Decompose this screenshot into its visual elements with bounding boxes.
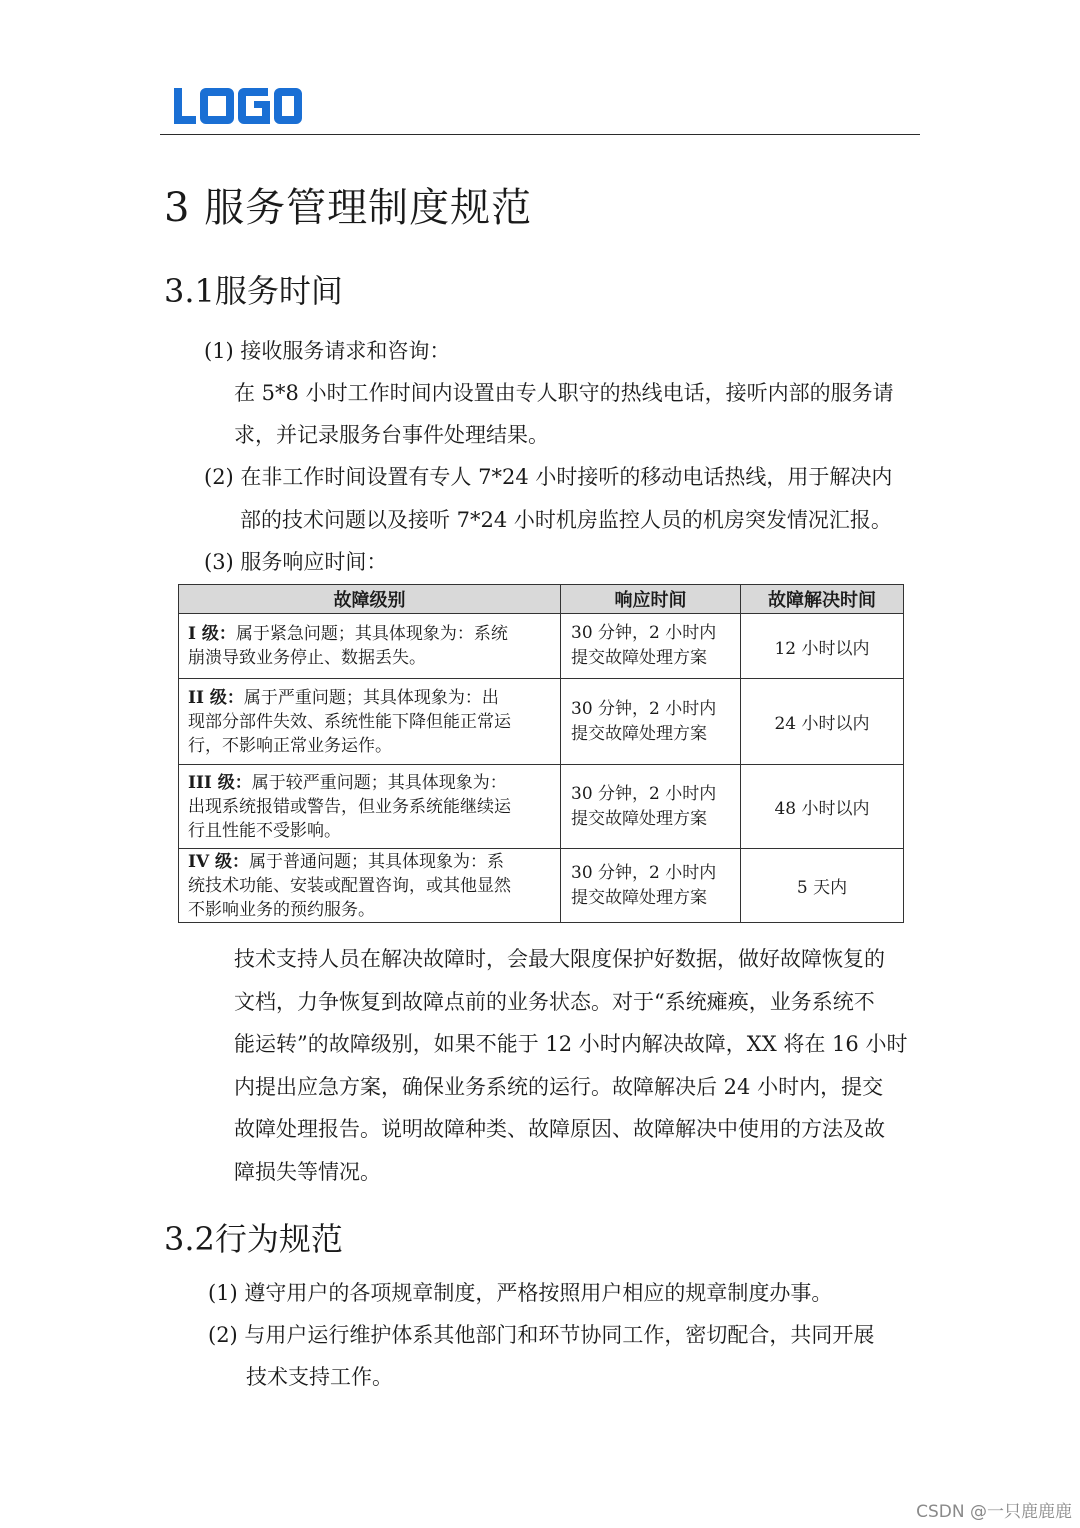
response-time: 30 分钟，2 小时内 提交故障处理方案 xyxy=(561,849,741,923)
item1-body-line2: 求，并记录服务台事件处理结果。 xyxy=(234,423,549,447)
level-label: IV 级： xyxy=(188,851,250,872)
column-header-resolution: 故障解决时间 xyxy=(741,585,904,614)
column-header-response: 响应时间 xyxy=(561,585,741,614)
level-description: III 级：属于较严重问题；其具体现象为： 出现系统报错或警告，但业务系统能继续运 行且性能不受影响。 xyxy=(179,765,561,849)
response-time: 30 分钟，2 小时内 提交故障处理方案 xyxy=(561,614,741,679)
resolution-time: 12 小时以内 xyxy=(741,614,904,679)
conduct-item2-line2: 技术支持工作。 xyxy=(246,1365,393,1389)
response-time: 30 分钟，2 小时内 提交故障处理方案 xyxy=(561,679,741,765)
table-row xyxy=(179,614,904,679)
table-header-row xyxy=(179,585,904,614)
watermark: CSDN @一只鹿鹿鹿 xyxy=(916,1502,1072,1522)
level-label: III 级： xyxy=(188,772,252,793)
item2-line2: 部的技术问题以及接听 7*24 小时机房监控人员的机房突发情况汇报。 xyxy=(240,508,892,532)
level-label: I 级： xyxy=(188,624,236,644)
logo xyxy=(172,84,304,128)
conduct-item2-line1: (2) 与用户运行维护体系其他部门和环节协同工作，密切配合，共同开展 xyxy=(208,1323,875,1347)
resolution-time: 48 小时以内 xyxy=(741,765,904,849)
item3-label: (3) 服务响应时间： xyxy=(204,550,388,574)
level-description: IV 级：属于普通问题；其具体现象为：系 统技术功能、安装或配置咨询，或其他显然 不影响业务的预约服务。 xyxy=(179,849,561,923)
level-label: II 级： xyxy=(188,687,244,708)
item2-line1: (2) 在非工作时间设置有专人 7*24 小时接听的移动电话热线，用于解决内 xyxy=(204,465,893,489)
section-heading-service-time: 3.1服务时间 xyxy=(164,272,343,310)
level-description: II 级：属于严重问题；其具体现象为：出 现部分部件失效、系统性能下降但能正常运 行，不影响正常业务运作。 xyxy=(179,679,561,765)
item1-body-line1: 在 5*8 小时工作时间内设置由专人职守的热线电话，接听内部的服务请 xyxy=(234,381,894,405)
resolution-time: 24 小时以内 xyxy=(741,679,904,765)
header-rule xyxy=(160,134,920,135)
after-table-paragraph: 技术支持人员在解决故障时，会最大限度保护好数据，做好故障恢复的 文档，力争恢复到故障点前的业务状态。对于“系统瘫痪，业务系统不 能运转”的故障级别，如果不能于 12 小时内解决故障，XX 将在 16 小时 内提出应急方案，确保业务系统的运行。故障解决后 24 小时内，提交 故障处理报告。说明故障种类、故障原因、故障解决中使用的方法及故 障损失等情况。 xyxy=(234,947,908,1184)
response-time: 30 分钟，2 小时内 提交故障处理方案 xyxy=(561,765,741,849)
item1-label: (1) 接收服务请求和咨询： xyxy=(204,339,451,363)
page-title: 3 服务管理制度规范 xyxy=(164,185,533,231)
response-time-table xyxy=(178,584,904,923)
resolution-time: 5 天内 xyxy=(741,849,904,923)
table-row xyxy=(179,679,904,765)
table-row xyxy=(179,765,904,849)
section-heading-conduct: 3.2行为规范 xyxy=(164,1220,343,1258)
column-header-level: 故障级别 xyxy=(179,585,561,614)
level-description: I 级：属于紧急问题；其具体现象为：系统 崩溃导致业务停止、数据丢失。 xyxy=(179,614,561,679)
conduct-item1: (1) 遵守用户的各项规章制度，严格按照用户相应的规章制度办事。 xyxy=(208,1281,833,1305)
table-row xyxy=(179,849,904,923)
